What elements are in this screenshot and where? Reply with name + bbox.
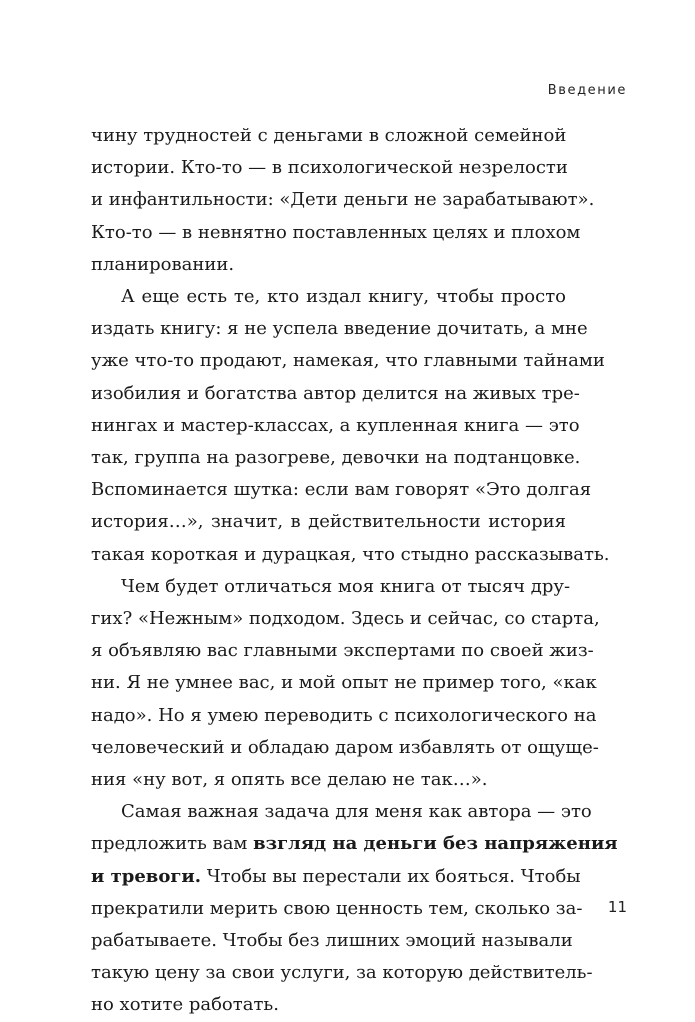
text-line: Чем будет отличаться моя книга от тысяч дру-: [121, 575, 571, 597]
text-line: рабатываете. Чтобы без лишних эмоций называли: [91, 930, 573, 952]
text-line: ния «ну вот, я опять все делаю не так…».: [91, 769, 488, 791]
text-line: Кто-то — в невнятно поставленных целях и плохом: [91, 221, 581, 243]
text-line: но хотите работать.: [91, 994, 279, 1016]
text-line: прекратили мерить свою ценность тем, сколько за-: [91, 897, 583, 919]
text-fragment: предложить вам: [91, 833, 254, 855]
text-line: такую цену за свои услуги, за которую действитель-: [91, 962, 593, 984]
text-line: и инфантильности: «Дети деньги не зарабатывают».: [91, 189, 595, 211]
text-line: ни. Я не умнее вас, и мой опыт не пример того, «как: [91, 672, 597, 694]
text-line: надо». Но я умею переводить с психологического на: [91, 704, 597, 726]
text-fragment: Чтобы вы перестали их бояться. Чтобы: [200, 865, 581, 887]
text-line: нингах и мастер-классах, а купленная книга — это: [91, 414, 580, 436]
text-line: гих? «Нежным» подходом. Здесь и сейчас, со старта,: [91, 608, 600, 630]
text-line: [91, 828, 618, 860]
text-line: уже что-то продают, намекая, что главными тайнами: [91, 350, 605, 372]
emphasis-text: взгляд на деньги без напряжения: [253, 833, 618, 855]
text-line: планировании.: [91, 253, 235, 275]
page-number: 11: [607, 898, 627, 916]
text-line: я объявляю вас главными экспертами по своей жиз-: [91, 640, 594, 662]
text-line: изобилия и богатства автор делится на живых тре-: [91, 382, 580, 404]
text-line: так, группа на разогреве, девочки на подтанцовке.: [91, 447, 581, 469]
text-line: А еще есть те, кто издал книгу, чтобы просто: [121, 286, 566, 308]
text-line: истории. Кто-то — в психологической незрелости: [91, 157, 568, 179]
running-head: Введение: [547, 83, 627, 98]
text-line: Самая важная задача для меня как автора — это: [121, 801, 592, 823]
text-line: Вспоминается шутка: если вам говорят «Это долгая: [91, 479, 592, 501]
text-line: издать книгу: я не успела введение дочитать, а мне: [91, 318, 588, 340]
text-line: история…», значит, в действительности история: [91, 511, 566, 533]
emphasis-text: и тревоги.: [91, 865, 201, 887]
text-line: [91, 861, 581, 893]
text-line: такая короткая и дурацкая, что стыдно рассказывать.: [91, 543, 610, 565]
text-line: чину трудностей с деньгами в сложной семейной: [91, 125, 567, 146]
text-line: человеческий и обладаю даром избавлять от ощуще-: [91, 736, 599, 758]
